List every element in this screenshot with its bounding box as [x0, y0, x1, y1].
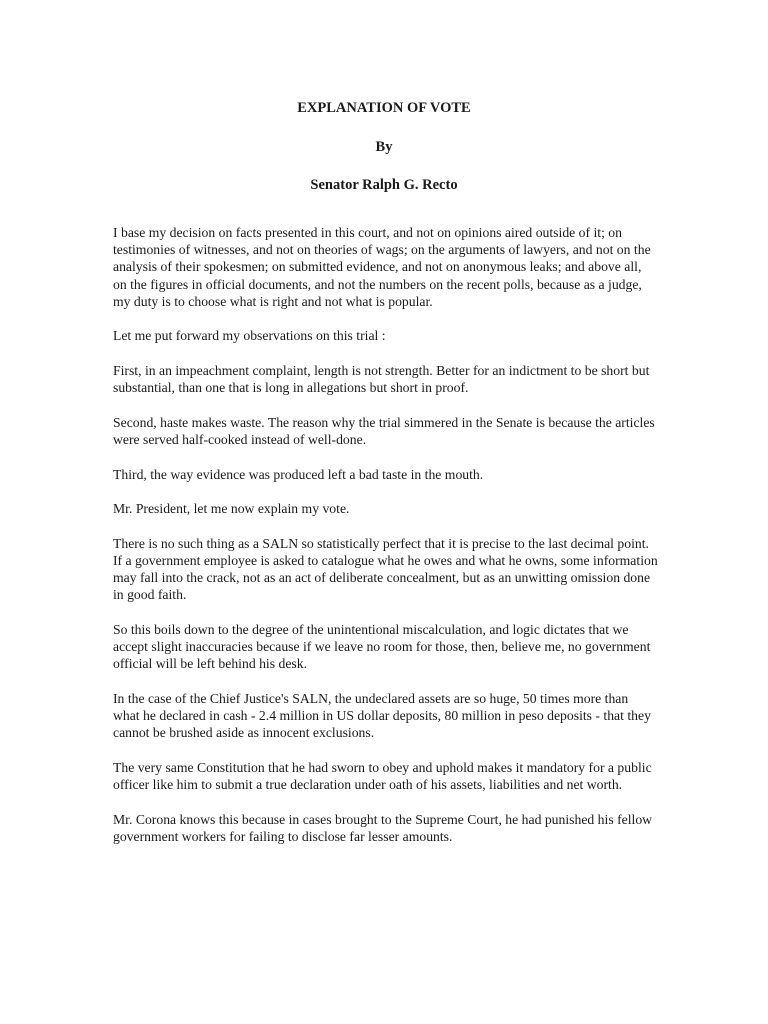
- paragraph: First, in an impeachment complaint, length is not strength. Better for an indictment to be short but substantial, than one that is long in allegations but short in proof.: [113, 363, 650, 396]
- paragraph: The very same Constitution that he had sworn to obey and uphold makes it mandatory for a public officer like him to submit a true declaration under oath of his assets, liabilities and net worth.: [113, 759, 652, 793]
- paragraph: Third, the way evidence was produced left a bad taste in the mouth.: [113, 466, 484, 482]
- paragraph: Second, haste makes waste. The reason why the trial simmered in the Senate is because the articles were served half-cooked instead of well-done.: [113, 414, 655, 447]
- paragraph: Let me put forward my observations on this trial :: [113, 328, 386, 344]
- paragraph: There is no such thing as a SALN so statistically perfect that it is precise to the last decimal point. If a government employee is asked to catalogue what he owes and what he owns, some information may fall into the crack, not as an act of deliberate concealment, but as an unwitting omission done in good faith.: [113, 535, 658, 603]
- author-name: Senator Ralph G. Recto: [310, 177, 458, 193]
- paragraph: So this boils down to the degree of the unintentional miscalculation, and logic dictates that we accept slight inaccuracies because if we leave no room for those, then, believe me, no government official will be left behind his desk.: [113, 621, 651, 672]
- document-title: EXPLANATION OF VOTE: [297, 100, 471, 116]
- paragraph: In the case of the Chief Justice's SALN, the undeclared assets are so huge, 50 times more than what he declared in cash - 2.4 million in US dollar deposits, 80 million in peso deposits - that they cannot be brushed aside as innocent exclusions.: [113, 690, 651, 741]
- paragraph: Mr. Corona knows this because in cases brought to the Supreme Court, he had punished his fellow government workers for failing to disclose far lesser amounts.: [113, 811, 653, 844]
- byline-label: By: [375, 139, 393, 155]
- paragraph: Mr. President, let me now explain my vote.: [113, 501, 350, 517]
- paragraph: I base my decision on facts presented in this court, and not on opinions aired outside of it; on testimonies of witnesses, and not on theories of wags; on the arguments of lawyers, and not on the analysis of their spokesmen; on submitted evidence, and not on anonymous leaks; and above all, on the figures in official documents, and not the numbers on the recent polls, because as a judge, my duty is to choose what is right and not what is popular.: [113, 225, 651, 309]
- document-body: [113, 224, 658, 863]
